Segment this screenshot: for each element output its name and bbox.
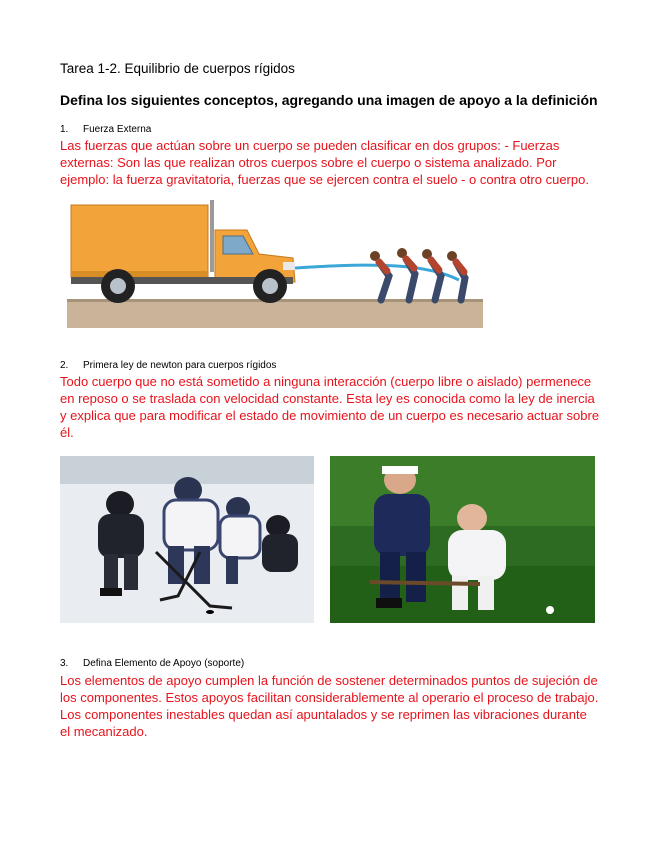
section-1-heading (60, 124, 151, 135)
section-3-number: 3. (60, 658, 69, 669)
section-1-title: Fuerza Externa (83, 124, 152, 135)
field-hockey-photo (330, 456, 595, 623)
section-2-text: Todo cuerpo que no está sometido a ninguna interacción (cuerpo libre o aislado) permenece en reposo o se traslada con velocidad constante. Esta ley es conocida como la ley de inercia y explica que para modificar el estado de movimiento de un cuerpo es necesario actuar sobre él. (60, 374, 600, 440)
section-1-number: 1. (60, 124, 69, 135)
section-2-number: 2. (60, 360, 69, 371)
doc-title: Tarea 1-2. Equilibrio de cuerpos rígidos (60, 61, 295, 76)
section-3-text: Los elementos de apoyo cumplen la función de sostener determinados puntos de sujeción de los componentes. Estos apoyos facilitan considerablemente al operario el proceso de trabajo. Los componentes inestables quedan así apuntalados y se reprimen las vibraciones durante el mecanizado. (60, 673, 599, 739)
section-3-title: Defina Elemento de Apoyo (soporte) (83, 658, 245, 669)
section-2-title: Primera ley de newton para cuerpos rígidos (83, 360, 277, 371)
truck-illustration (67, 196, 483, 328)
section-1-text: Las fuerzas que actúan sobre un cuerpo se pueden clasificar en dos grupos: - Fuerzas externas: Son las que realizan otros cuerpos sobre el cuerpo o sistema analizado. Por ejemplo: la fuerza gravitatoria, fuerzas que se ejercen contra el suelo - o contra otro cuerpo. (60, 138, 589, 187)
section-3-heading (60, 658, 244, 669)
doc-subtitle: Defina los siguientes conceptos, agregando una imagen de apoyo a la definición (60, 92, 598, 108)
hockey-photo (60, 456, 314, 623)
section-2-heading (60, 360, 276, 371)
